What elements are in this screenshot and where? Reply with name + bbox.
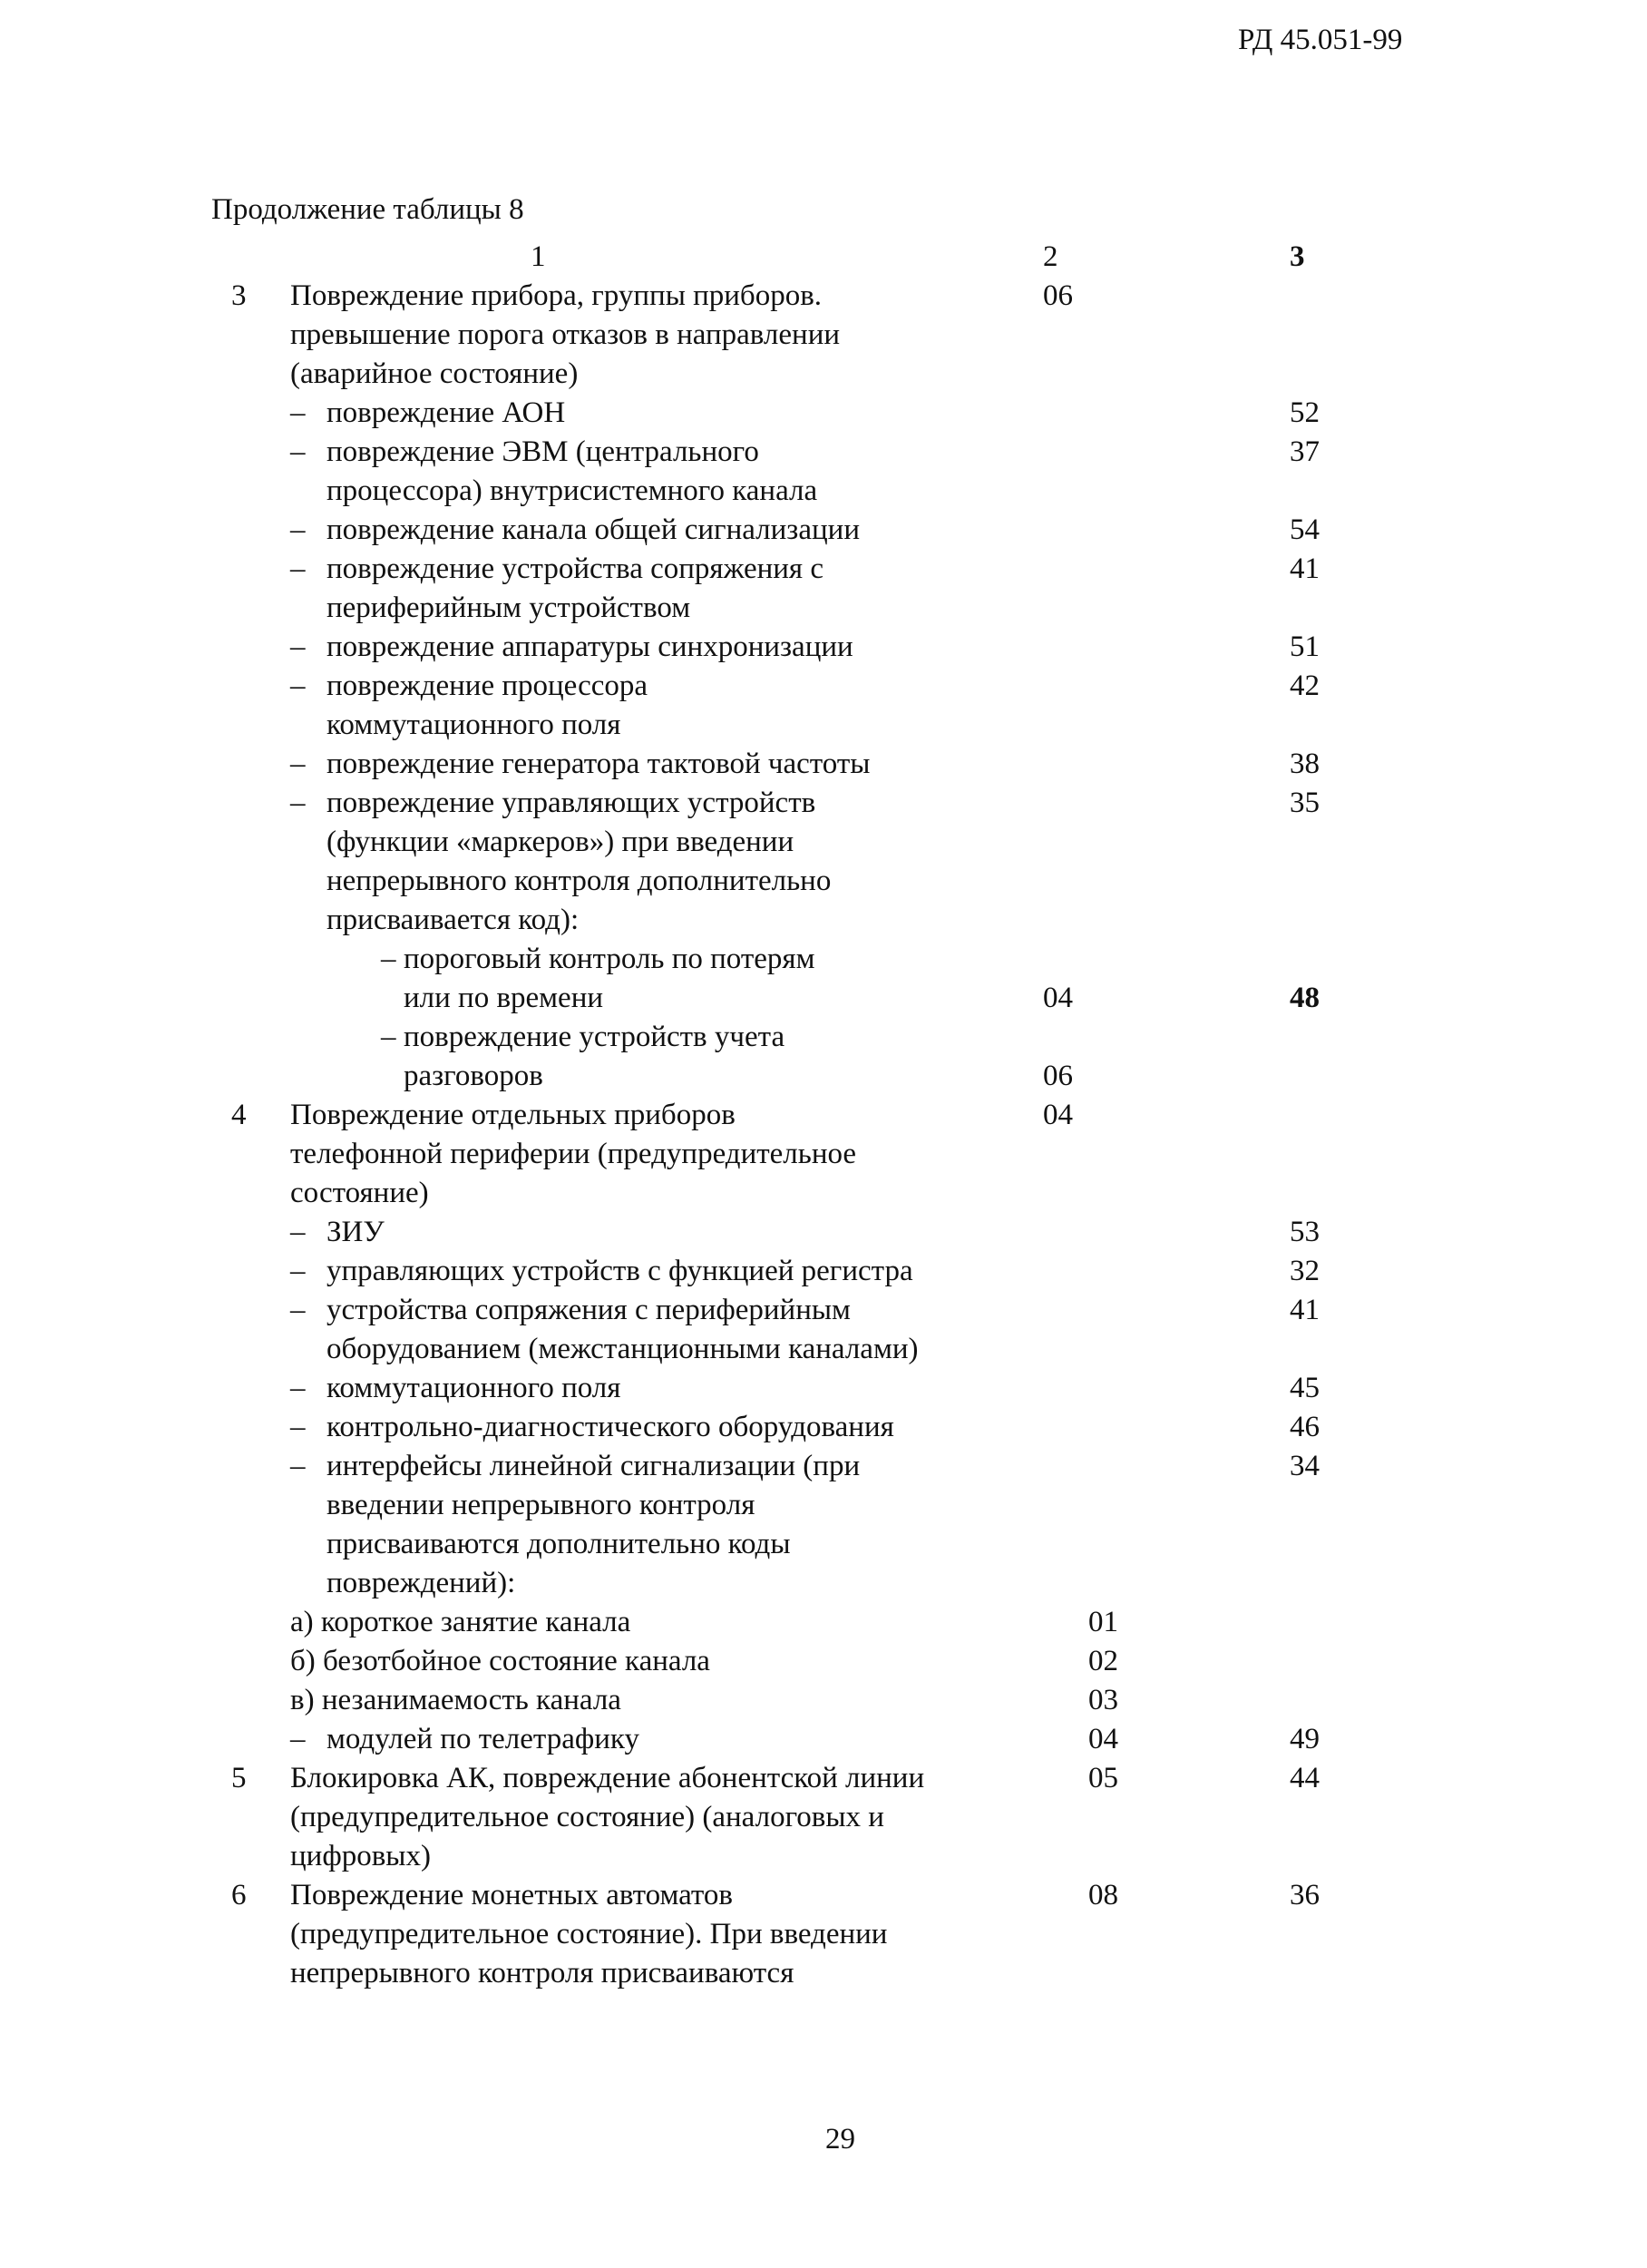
list-dash: – — [290, 748, 306, 780]
row-number: 6 — [231, 1879, 247, 1911]
row-text: пороговый контроль по потерям — [404, 943, 815, 975]
table-row — [0, 1447, 1647, 1486]
table-row — [0, 589, 1647, 628]
row-text: процессора) внутрисистемного канала — [326, 474, 818, 507]
row-text: (аварийное состояние) — [290, 357, 579, 390]
table-row — [0, 1603, 1647, 1642]
row-text: повреждение управляющих устройств — [326, 787, 816, 819]
code-col-2: 04 — [1088, 1723, 1118, 1755]
row-text: Повреждение отдельных приборов — [290, 1099, 736, 1131]
row-text: превышение порога отказов в направлении — [290, 318, 841, 351]
list-dash: – — [381, 943, 396, 975]
table-row — [0, 1018, 1647, 1057]
row-text: или по времени — [404, 982, 604, 1014]
continuation-table — [0, 238, 1647, 1993]
row-text: непрерывного контроля дополнительно — [326, 865, 832, 897]
code-col-2: 06 — [1043, 1060, 1073, 1092]
table-row — [0, 1291, 1647, 1330]
list-dash: – — [290, 1255, 306, 1287]
row-text: Блокировка АК, повреждение абонентской линии — [290, 1762, 925, 1794]
table-row — [0, 1330, 1647, 1369]
code-col-3: 48 — [1290, 982, 1320, 1014]
table-row — [0, 1876, 1647, 1915]
table-header-row — [0, 238, 1647, 277]
table-row — [0, 1057, 1647, 1096]
header-col-2: 2 — [1043, 240, 1058, 273]
table-row — [0, 979, 1647, 1018]
code-col-2: 05 — [1088, 1762, 1118, 1794]
row-text: в) незанимаемость канала — [290, 1684, 621, 1716]
row-text: коммутационного поля — [326, 1372, 621, 1404]
code-col-2: 04 — [1043, 1099, 1073, 1131]
list-dash: – — [381, 1021, 396, 1053]
table-caption: Продолжение таблицы 8 — [211, 193, 524, 226]
list-dash: – — [290, 1372, 306, 1404]
table-row — [0, 511, 1647, 550]
document-code: РД 45.051-99 — [1238, 24, 1403, 56]
row-text: непрерывного контроля присваиваются — [290, 1957, 794, 1989]
row-text: состояние) — [290, 1177, 429, 1209]
row-text: Повреждение монетных автоматов — [290, 1879, 733, 1911]
table-row — [0, 1564, 1647, 1603]
table-row — [0, 277, 1647, 316]
row-text: присваивается код): — [326, 904, 580, 936]
table-row — [0, 1642, 1647, 1681]
row-text: интерфейсы линейной сигнализации (при — [326, 1450, 861, 1482]
list-dash: – — [290, 552, 306, 585]
list-dash: – — [290, 1723, 306, 1755]
row-text: устройства сопряжения с периферийным — [326, 1294, 851, 1326]
row-text: модулей по телетрафику — [326, 1723, 639, 1755]
list-dash: – — [290, 1450, 306, 1482]
row-text: повреждение аппаратуры синхронизации — [326, 631, 853, 663]
code-col-2: 03 — [1088, 1684, 1118, 1716]
code-col-2: 06 — [1043, 279, 1073, 312]
table-row — [0, 862, 1647, 901]
code-col-3: 34 — [1290, 1450, 1320, 1482]
row-text: Повреждение прибора, группы приборов. — [290, 279, 823, 312]
table-row — [0, 1486, 1647, 1525]
row-text: телефонной периферии (предупредительное — [290, 1138, 857, 1170]
code-col-3: 49 — [1290, 1723, 1320, 1755]
row-text: (предупредительное состояние). При введении — [290, 1918, 888, 1950]
row-text: контрольно-диагностического оборудования — [326, 1411, 894, 1443]
table-row — [0, 628, 1647, 667]
table-row — [0, 1408, 1647, 1447]
list-dash: – — [290, 396, 306, 429]
code-col-3: 41 — [1290, 1294, 1320, 1326]
row-text: повреждение процессора — [326, 670, 648, 702]
code-col-3: 41 — [1290, 552, 1320, 585]
list-dash: – — [290, 435, 306, 468]
table-row — [0, 1252, 1647, 1291]
table-row — [0, 1525, 1647, 1564]
table-row — [0, 1369, 1647, 1408]
row-text: (функции «маркеров») при введении — [326, 826, 794, 858]
list-dash: – — [290, 670, 306, 702]
code-col-2: 04 — [1043, 982, 1073, 1014]
list-dash: – — [290, 1294, 306, 1326]
row-number: 4 — [231, 1099, 247, 1131]
table-row — [0, 784, 1647, 823]
table-row — [0, 433, 1647, 472]
code-col-3: 53 — [1290, 1216, 1320, 1248]
row-text: коммутационного поля — [326, 709, 621, 741]
table-row — [0, 1720, 1647, 1759]
code-col-3: 42 — [1290, 670, 1320, 702]
table-row — [0, 355, 1647, 394]
code-col-3: 45 — [1290, 1372, 1320, 1404]
header-col-3: 3 — [1290, 240, 1305, 273]
list-dash: – — [290, 631, 306, 663]
header-col-1: 1 — [531, 240, 546, 273]
row-number: 3 — [231, 279, 247, 312]
table-row — [0, 745, 1647, 784]
code-col-3: 37 — [1290, 435, 1320, 468]
code-col-2: 01 — [1088, 1606, 1118, 1638]
table-row — [0, 1915, 1647, 1954]
row-text: а) короткое занятие канала — [290, 1606, 631, 1638]
row-text: периферийным устройством — [326, 591, 691, 624]
row-text: повреждение устройств учета — [404, 1021, 785, 1053]
code-col-2: 02 — [1088, 1645, 1118, 1677]
row-text: повреждение канала общей сигнализации — [326, 513, 860, 546]
table-row — [0, 316, 1647, 355]
row-text: введении непрерывного контроля — [326, 1489, 755, 1521]
table-row — [0, 394, 1647, 433]
row-text: разговоров — [404, 1060, 543, 1092]
table-row — [0, 706, 1647, 745]
table-row — [0, 1798, 1647, 1837]
row-text: управляющих устройств с функцией регистра — [326, 1255, 913, 1287]
table-row — [0, 1096, 1647, 1135]
row-text: повреждение ЭВМ (центрального — [326, 435, 759, 468]
list-dash: – — [290, 1411, 306, 1443]
row-text: присваиваются дополнительно коды — [326, 1528, 791, 1560]
code-col-3: 44 — [1290, 1762, 1320, 1794]
table-row — [0, 901, 1647, 940]
list-dash: – — [290, 787, 306, 819]
row-text: оборудованием (межстанционными каналами) — [326, 1333, 919, 1365]
row-text: ЗИУ — [326, 1216, 385, 1248]
code-col-3: 51 — [1290, 631, 1320, 663]
table-row — [0, 1174, 1647, 1213]
code-col-2: 08 — [1088, 1879, 1118, 1911]
table-row — [0, 1759, 1647, 1798]
table-row — [0, 823, 1647, 862]
code-col-3: 52 — [1290, 396, 1320, 429]
code-col-3: 32 — [1290, 1255, 1320, 1287]
row-text: (предупредительное состояние) (аналоговых и — [290, 1801, 884, 1833]
table-row — [0, 667, 1647, 706]
list-dash: – — [290, 513, 306, 546]
code-col-3: 35 — [1290, 787, 1320, 819]
code-col-3: 54 — [1290, 513, 1320, 546]
row-text: повреждение АОН — [326, 396, 566, 429]
table-row — [0, 940, 1647, 979]
table-row — [0, 1213, 1647, 1252]
row-text: б) безотбойное состояние канала — [290, 1645, 710, 1677]
code-col-3: 46 — [1290, 1411, 1320, 1443]
code-col-3: 36 — [1290, 1879, 1320, 1911]
code-col-3: 38 — [1290, 748, 1320, 780]
row-text: повреждений): — [326, 1567, 516, 1599]
table-row — [0, 472, 1647, 511]
row-text: повреждение генератора тактовой частоты — [326, 748, 871, 780]
page-number: 29 — [825, 2123, 855, 2156]
table-row — [0, 1681, 1647, 1720]
table-row — [0, 1954, 1647, 1993]
table-row — [0, 550, 1647, 589]
list-dash: – — [290, 1216, 306, 1248]
row-text: цифровых) — [290, 1840, 431, 1872]
table-row — [0, 1837, 1647, 1876]
row-number: 5 — [231, 1762, 247, 1794]
row-text: повреждение устройства сопряжения с — [326, 552, 824, 585]
table-row — [0, 1135, 1647, 1174]
